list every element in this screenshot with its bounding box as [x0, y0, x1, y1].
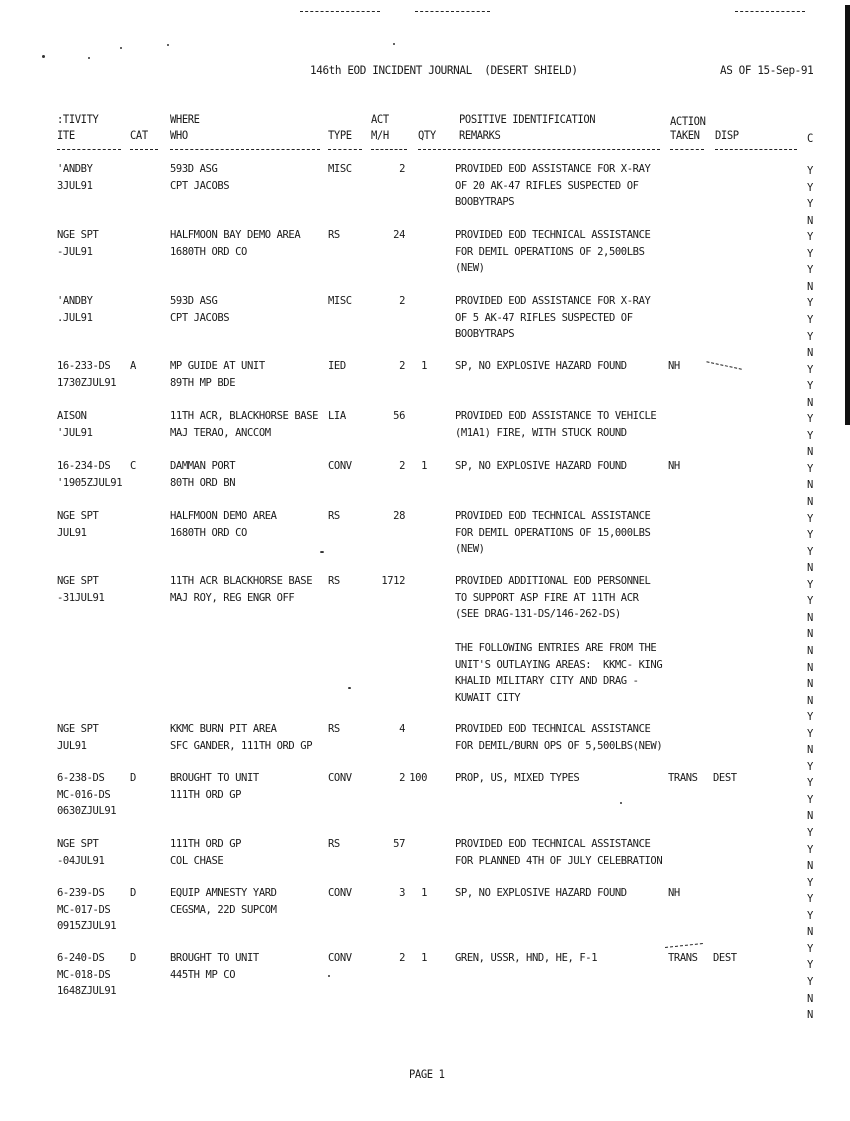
- c-flag: Y: [807, 512, 814, 525]
- entry-remarks-line1: PROVIDED EOD TECHNICAL ASSISTANCE: [455, 510, 651, 522]
- entry-man-hours: 2: [399, 952, 405, 964]
- entry-remarks-line1: PROVIDED EOD ASSISTANCE FOR X-RAY: [455, 163, 651, 175]
- entry-who: MAJ ROY, REG ENGR OFF: [170, 591, 295, 604]
- entry-activity-line2: 'JUL91: [57, 426, 93, 439]
- c-flag: N: [807, 396, 814, 409]
- entry-category: D: [130, 952, 136, 964]
- entry-activity-line2: -JUL91: [57, 245, 93, 258]
- c-flag: Y: [807, 429, 814, 442]
- header-rule: [418, 149, 660, 151]
- entry-disposition: DEST: [713, 772, 737, 784]
- entry-category: C: [130, 460, 136, 472]
- entry-man-hours: 2: [399, 772, 405, 784]
- entry-activity-line2: -04JUL91: [57, 854, 105, 867]
- scan-speck: [620, 802, 622, 804]
- c-flag: Y: [807, 330, 814, 343]
- scan-speck: [328, 975, 330, 977]
- col-act: ACT: [371, 113, 389, 127]
- entry-category: A: [130, 360, 136, 372]
- entry-remarks-line2: TO SUPPORT ASP FIRE AT 11TH ACR: [455, 591, 639, 604]
- entry-who: 445TH MP CO: [170, 968, 236, 981]
- entry-where: DAMMAN PORT: [170, 460, 236, 472]
- entry-activity-line3: 0915ZJUL91: [57, 920, 117, 932]
- entry-remarks-line4: KUWAIT CITY: [455, 691, 521, 704]
- c-flag: Y: [807, 462, 814, 475]
- header-rule: [130, 149, 158, 151]
- entry-category: D: [130, 772, 136, 784]
- entry-activity-line2: .JUL91: [57, 311, 93, 324]
- c-flag: N: [807, 860, 814, 873]
- entry-activity-line2: -31JUL91: [57, 591, 105, 604]
- c-flag: N: [807, 992, 814, 1005]
- entry-activity-line1: NGE SPT: [57, 229, 99, 241]
- c-flag: Y: [807, 959, 814, 972]
- entry-man-hours: 2: [399, 460, 405, 472]
- c-flag: N: [807, 496, 814, 508]
- entry-where: 111TH ORD GP: [170, 838, 242, 850]
- c-flag: N: [807, 446, 814, 459]
- entry-type: RS: [328, 838, 340, 850]
- entry-activity-line1: 6-239-DS: [57, 887, 105, 899]
- c-flag: Y: [807, 777, 814, 790]
- entry-activity-line1: AISON: [57, 410, 87, 422]
- entry-where: EQUIP AMNESTY YARD: [170, 887, 277, 899]
- col-ate: ITE: [57, 129, 75, 143]
- scan-speck: [393, 43, 395, 45]
- entry-remarks-line1: PROVIDED EOD ASSISTANCE TO VEHICLE: [455, 410, 657, 422]
- entry-who: 89TH MP BDE: [170, 376, 236, 389]
- as-of-date: AS OF 15-Sep-91: [720, 63, 814, 78]
- c-flag: Y: [807, 909, 814, 922]
- entry-who: CPT JACOBS: [170, 311, 230, 324]
- c-flag: Y: [807, 247, 814, 260]
- entry-activity-line1: 'ANDBY: [57, 163, 93, 175]
- c-flag: N: [807, 347, 814, 360]
- scan-speck: [120, 47, 122, 49]
- c-flag: Y: [807, 363, 814, 376]
- entry-who: 1680TH ORD CO: [170, 526, 247, 539]
- col-mh: M/H: [371, 129, 389, 143]
- entry-who: SFC GANDER, 111TH ORD GP: [170, 739, 313, 752]
- entry-action-taken: NH: [668, 887, 680, 899]
- entry-activity-line2: JUL91: [57, 526, 87, 539]
- entry-type: RS: [328, 510, 340, 522]
- c-flag: Y: [807, 181, 814, 194]
- entry-remarks-line1: THE FOLLOWING ENTRIES ARE FROM THE: [455, 642, 657, 654]
- c-flag: Y: [807, 727, 814, 740]
- entry-who: 1680TH ORD CO: [170, 245, 247, 258]
- entry-activity-line2: JUL91: [57, 739, 87, 752]
- scan-top-noise: [300, 11, 380, 13]
- entry-who: MAJ TERAO, ANCCOM: [170, 426, 271, 439]
- entry-type: CONV: [328, 952, 352, 964]
- c-flag: N: [807, 661, 814, 674]
- entry-remarks-line2: OF 5 AK-47 RIFLES SUSPECTED OF: [455, 311, 633, 324]
- c-flag: N: [807, 678, 814, 691]
- entry-quantity: 100: [409, 772, 427, 784]
- c-flag: Y: [807, 942, 814, 955]
- c-flag: Y: [807, 595, 814, 608]
- col-who: WHO: [170, 129, 188, 143]
- c-flag: N: [807, 644, 814, 657]
- col-disp: DISP: [715, 129, 739, 143]
- scan-edge-bar: [845, 5, 850, 425]
- entry-remarks-line2: OF 20 AK-47 RIFLES SUSPECTED OF: [455, 179, 639, 192]
- entry-remarks-line3: BOOBYTRAPS: [455, 196, 515, 208]
- scan-speck: [167, 44, 169, 46]
- entry-activity-line1: 6-238-DS: [57, 772, 105, 784]
- c-flag: Y: [807, 231, 814, 244]
- entry-where: BROUGHT TO UNIT: [170, 952, 259, 964]
- entry-type: MISC: [328, 295, 352, 307]
- col-where: WHERE: [170, 113, 200, 127]
- entry-where: HALFMOON DEMO AREA: [170, 510, 277, 522]
- entry-who: CPT JACOBS: [170, 179, 230, 192]
- entry-remarks-line3: (NEW): [455, 262, 485, 274]
- entry-action-taken: TRANS: [668, 952, 698, 964]
- c-flag: Y: [807, 893, 814, 906]
- entry-remarks-line3: BOOBYTRAPS: [455, 328, 515, 340]
- c-flag: Y: [807, 578, 814, 591]
- header-rule: [170, 149, 320, 151]
- entry-man-hours: 28: [393, 510, 405, 522]
- entry-where: BROUGHT TO UNIT: [170, 772, 259, 784]
- entry-remarks-line3: (NEW): [455, 543, 485, 555]
- entry-who: CEGSMA, 22D SUPCOM: [170, 903, 277, 916]
- entry-action-taken: NH: [668, 360, 680, 372]
- c-flag: N: [807, 1009, 814, 1022]
- c-flag: Y: [807, 198, 814, 211]
- entry-remarks-line1: GREN, USSR, HND, HE, F-1: [455, 952, 598, 964]
- scan-mark: [665, 943, 703, 949]
- entry-man-hours: 1712: [381, 575, 405, 587]
- scan-speck: [88, 57, 90, 59]
- col-cat: CAT: [130, 129, 148, 143]
- entry-remarks-line3: KHALID MILITARY CITY AND DRAG -: [455, 675, 639, 687]
- entry-activity-line2: 3JUL91: [57, 179, 93, 192]
- c-flag: Y: [807, 975, 814, 988]
- entry-type: CONV: [328, 772, 352, 784]
- entry-where: 593D ASG: [170, 295, 218, 307]
- entry-activity-line2: 1730ZJUL91: [57, 376, 117, 389]
- entry-disposition: DEST: [713, 952, 737, 964]
- c-flag: Y: [807, 529, 814, 542]
- entry-who: 80TH ORD BN: [170, 476, 236, 489]
- c-flag: Y: [807, 264, 814, 277]
- scan-speck: [348, 687, 351, 689]
- entry-remarks-line2: FOR DEMIL/BURN OPS OF 5,500LBS(NEW): [455, 739, 663, 752]
- entry-quantity: 1: [421, 952, 427, 964]
- page-number: PAGE 1: [409, 1068, 445, 1082]
- entry-remarks-line3: (SEE DRAG-131-DS/146-262-DS): [455, 608, 621, 620]
- entry-remarks-line2: FOR PLANNED 4TH OF JULY CELEBRATION: [455, 854, 663, 867]
- journal-title: 146th EOD INCIDENT JOURNAL (DESERT SHIELD): [310, 63, 578, 78]
- c-flag: N: [807, 214, 814, 227]
- entry-type: RS: [328, 575, 340, 587]
- entry-action-taken: NH: [668, 460, 680, 472]
- entry-action-taken: TRANS: [668, 772, 698, 784]
- c-flag: N: [807, 611, 814, 624]
- entry-activity-line1: NGE SPT: [57, 723, 99, 735]
- entry-man-hours: 3: [399, 887, 405, 899]
- entry-activity-line1: NGE SPT: [57, 838, 99, 850]
- scan-mark: [706, 361, 742, 370]
- entry-remarks-line1: PROVIDED EOD TECHNICAL ASSISTANCE: [455, 838, 651, 850]
- entry-activity-line2: MC-016-DS: [57, 788, 111, 801]
- entry-where: MP GUIDE AT UNIT: [170, 360, 265, 372]
- scan-top-noise: [735, 11, 805, 13]
- entry-type: RS: [328, 229, 340, 241]
- c-flag: N: [807, 562, 814, 575]
- entry-remarks-line1: PROVIDED ADDITIONAL EOD PERSONNEL: [455, 575, 651, 587]
- c-flag: Y: [807, 760, 814, 773]
- col-remarks: REMARKS: [459, 129, 501, 143]
- entry-man-hours: 2: [399, 163, 405, 175]
- header-rule: [715, 149, 797, 151]
- entry-activity-line1: 6-240-DS: [57, 952, 105, 964]
- header-rule: [57, 149, 121, 151]
- entry-activity-line3: 0630ZJUL91: [57, 805, 117, 817]
- entry-activity-line1: 16-233-DS: [57, 360, 111, 372]
- c-flag: Y: [807, 711, 814, 724]
- c-flag: N: [807, 810, 814, 823]
- c-flag: Y: [807, 876, 814, 889]
- entry-activity-line3: 1648ZJUL91: [57, 985, 117, 997]
- c-flag: Y: [807, 380, 814, 393]
- c-flag: N: [807, 628, 814, 641]
- entry-where: HALFMOON BAY DEMO AREA: [170, 229, 301, 241]
- entry-man-hours: 56: [393, 410, 405, 422]
- entry-remarks-line1: SP, NO EXPLOSIVE HAZARD FOUND: [455, 460, 627, 472]
- entry-remarks-line1: PROVIDED EOD ASSISTANCE FOR X-RAY: [455, 295, 651, 307]
- c-flag: Y: [807, 843, 814, 856]
- entry-remarks-line1: PROVIDED EOD TECHNICAL ASSISTANCE: [455, 723, 651, 735]
- entry-remarks-line1: SP, NO EXPLOSIVE HAZARD FOUND: [455, 360, 627, 372]
- col-taken: TAKEN: [670, 129, 700, 143]
- entry-where: 11TH ACR, BLACKHORSE BASE: [170, 410, 319, 422]
- entry-type: CONV: [328, 460, 352, 472]
- c-flag: Y: [807, 165, 814, 177]
- c-flag: Y: [807, 297, 814, 310]
- entry-quantity: 1: [421, 460, 427, 472]
- col-action: ACTION: [670, 115, 706, 129]
- entry-activity-line2: MC-018-DS: [57, 968, 111, 981]
- entry-quantity: 1: [421, 360, 427, 372]
- c-flag: Y: [807, 313, 814, 326]
- col-type: TYPE: [328, 129, 352, 143]
- c-flag: Y: [807, 545, 814, 558]
- entry-remarks-line1: PROVIDED EOD TECHNICAL ASSISTANCE: [455, 229, 651, 241]
- entry-where: 593D ASG: [170, 163, 218, 175]
- header-rule: [371, 149, 407, 151]
- entry-type: RS: [328, 723, 340, 735]
- entry-type: LIA: [328, 410, 346, 422]
- entry-type: MISC: [328, 163, 352, 175]
- c-flag: Y: [807, 413, 814, 426]
- entry-where: KKMC BURN PIT AREA: [170, 723, 277, 735]
- col-activity: :TIVITY: [57, 113, 99, 127]
- entry-remarks-line2: (M1A1) FIRE, WITH STUCK ROUND: [455, 426, 627, 439]
- entry-activity-line2: '1905ZJUL91: [57, 476, 123, 489]
- entry-where: 11TH ACR BLACKHORSE BASE: [170, 575, 313, 587]
- entry-remarks-line2: FOR DEMIL OPERATIONS OF 15,000LBS: [455, 526, 651, 539]
- col-positive-id: POSITIVE IDENTIFICATION: [459, 113, 596, 127]
- entry-man-hours: 24: [393, 229, 405, 241]
- c-flag: N: [807, 479, 814, 492]
- entry-man-hours: 2: [399, 360, 405, 372]
- entry-remarks-line2: UNIT'S OUTLAYING AREAS: KKMC- KING: [455, 658, 663, 671]
- entry-man-hours: 4: [399, 723, 405, 735]
- entry-activity-line1: 'ANDBY: [57, 295, 93, 307]
- entry-remarks-line1: PROP, US, MIXED TYPES: [455, 772, 580, 784]
- c-flag: Y: [807, 793, 814, 806]
- entry-who: COL CHASE: [170, 854, 224, 867]
- scan-top-noise: [415, 11, 490, 13]
- c-flag: N: [807, 280, 814, 293]
- entry-activity-line1: NGE SPT: [57, 575, 99, 587]
- entry-man-hours: 2: [399, 295, 405, 307]
- entry-activity-line1: 16-234-DS: [57, 460, 111, 472]
- scan-speck: [42, 55, 45, 58]
- entry-who: 111TH ORD GP: [170, 788, 242, 801]
- col-c: C: [807, 132, 813, 146]
- c-flag: N: [807, 744, 814, 757]
- entry-category: D: [130, 887, 136, 899]
- header-rule: [670, 149, 704, 151]
- c-flag: Y: [807, 827, 814, 839]
- entry-remarks-line1: SP, NO EXPLOSIVE HAZARD FOUND: [455, 887, 627, 899]
- header-rule: [328, 149, 362, 151]
- entry-quantity: 1: [421, 887, 427, 899]
- col-qty: QTY: [418, 129, 436, 143]
- scan-speck: [320, 551, 324, 553]
- entry-type: IED: [328, 360, 346, 372]
- c-flag: N: [807, 694, 814, 707]
- c-flag: N: [807, 926, 814, 939]
- entry-man-hours: 57: [393, 838, 405, 850]
- entry-remarks-line2: FOR DEMIL OPERATIONS OF 2,500LBS: [455, 245, 645, 258]
- entry-activity-line1: NGE SPT: [57, 510, 99, 522]
- entry-type: CONV: [328, 887, 352, 899]
- entry-activity-line2: MC-017-DS: [57, 903, 111, 916]
